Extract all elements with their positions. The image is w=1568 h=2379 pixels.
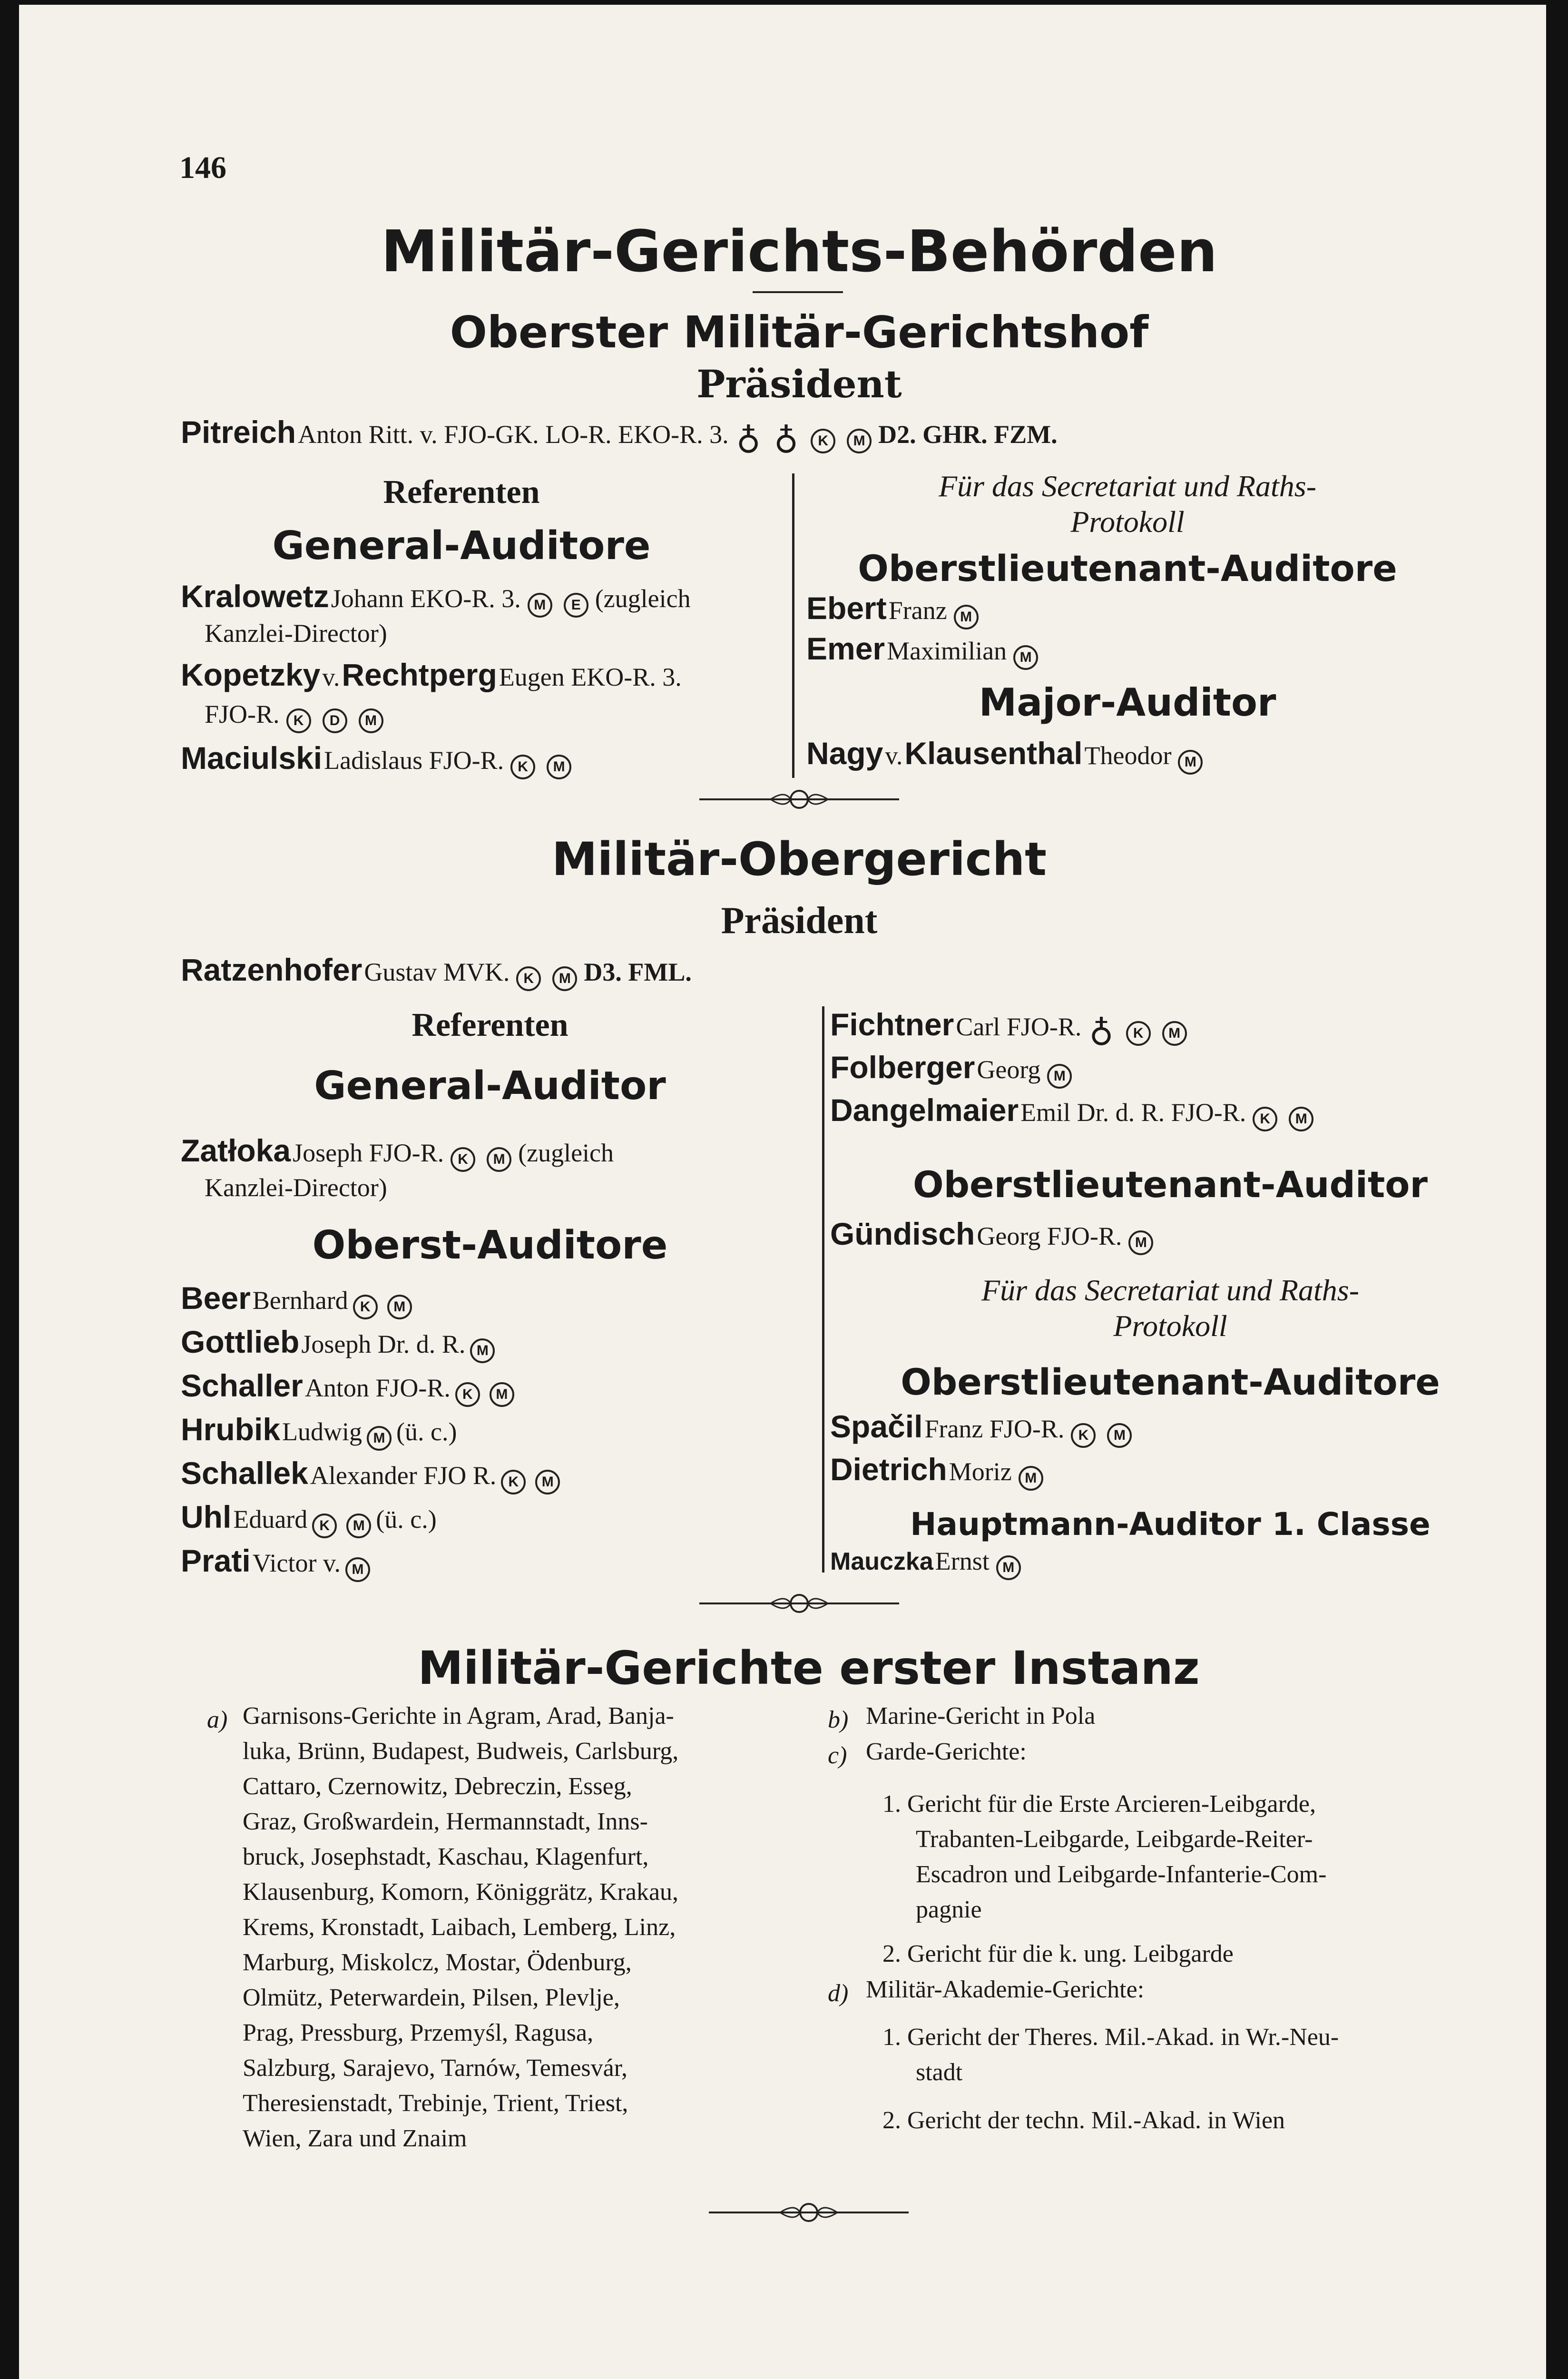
entry-name: Nagy — [806, 736, 883, 771]
m-badge-icon: M — [535, 1470, 560, 1494]
entry-details: Joseph FJO-R. — [293, 1139, 444, 1167]
s3-marker-a: a) — [207, 1706, 228, 1733]
ornament-divider-icon — [699, 1589, 899, 1618]
entry-name: Prati — [181, 1543, 251, 1578]
m-badge-icon: M — [1019, 1466, 1043, 1491]
s1-entry-emer — [806, 630, 1043, 670]
entry-details: Anton FJO-R. — [304, 1374, 451, 1402]
entry-name: Folberger — [830, 1050, 975, 1085]
garrison-line: Krems, Kronstadt, Laibach, Lemberg, Linz, — [243, 1914, 676, 1941]
page-title: Militär-Gerichts-Behörden — [381, 219, 1218, 285]
entry-details: Ernst — [935, 1547, 990, 1575]
s1-rank-major: Major-Auditor — [979, 680, 1276, 725]
m-badge-icon: M — [1178, 750, 1203, 775]
m-badge-icon: M — [847, 429, 872, 453]
entry-mid: v. — [322, 663, 340, 691]
entry-tail: (ü. c.) — [376, 1505, 437, 1534]
entry-name: Hrubik — [181, 1412, 281, 1447]
oberst-entry-row — [181, 1280, 417, 1319]
s2-entry-dangelmaier — [830, 1092, 1318, 1131]
garrison-line: bruck, Josephstadt, Kaschau, Klagenfurt, — [243, 1843, 649, 1870]
s3-marker-d: d) — [828, 1980, 849, 2007]
m-badge-icon: M — [1013, 645, 1038, 670]
garrison-line: Graz, Großwardein, Hermannstadt, Inns- — [243, 1808, 648, 1835]
entry-details: Joseph Dr. d. R. — [301, 1330, 466, 1358]
oberst-entry-row — [181, 1455, 565, 1494]
k-badge-icon: K — [1071, 1423, 1096, 1448]
k-badge-icon: K — [1126, 1021, 1151, 1046]
e-badge-icon: E — [564, 593, 588, 618]
s1-column-divider — [792, 473, 794, 778]
s1-rank-oberstlt: Oberstlieutenant-Auditore — [858, 547, 1397, 590]
entry-name: Ebert — [806, 590, 887, 626]
s2-entry-mauczka — [830, 1546, 1026, 1580]
entry-mid: v. — [885, 741, 903, 770]
s2-entry-spacil — [830, 1408, 1137, 1448]
garrison-line: Olmütz, Peterwardein, Pilsen, Plevlje, — [243, 1984, 620, 2011]
garrison-line: Klausenburg, Komorn, Königgrätz, Krakau, — [243, 1878, 679, 1906]
entry-name: Mauczka — [830, 1548, 933, 1575]
k-badge-icon: K — [312, 1514, 337, 1538]
k-badge-icon: K — [1253, 1107, 1277, 1131]
m-badge-icon: M — [367, 1426, 392, 1451]
m-badge-icon: M — [490, 1382, 514, 1407]
garrison-line: Garnisons-Gerichte in Agram, Arad, Banja- — [243, 1702, 674, 1730]
k-badge-icon: K — [510, 755, 535, 779]
garrison-line: luka, Brünn, Budapest, Budweis, Carlsburg, — [243, 1738, 679, 1765]
k-badge-icon: K — [516, 966, 541, 991]
entry-name: Dietrich — [830, 1452, 947, 1487]
m-badge-icon: M — [487, 1147, 511, 1172]
d1-line: 1. Gericht der Theres. Mil.-Akad. in Wr.-Neu- — [882, 2024, 1339, 2051]
entry-details: Victor v. — [252, 1549, 341, 1577]
m-badge-icon: M — [996, 1555, 1021, 1580]
d1-line: stadt — [916, 2059, 963, 2086]
section1-president-label: Präsident — [696, 362, 902, 406]
entry-name: Schaller — [181, 1368, 303, 1403]
s3-c-text: Garde-Gerichte: — [866, 1738, 1027, 1765]
s2-secretariat-line1: Für das Secretariat und Raths- — [981, 1273, 1359, 1307]
section2-heading: Militär-Obergericht — [551, 833, 1047, 886]
m-badge-icon: M — [345, 1557, 370, 1582]
entry-details: Moriz — [949, 1457, 1012, 1486]
s2-rank-oberstlt1: Oberstlieutenant-Auditor — [913, 1163, 1428, 1206]
section1-president-line — [181, 414, 1058, 461]
section2-president-label: Präsident — [721, 900, 878, 942]
s1-referenten: Referenten — [383, 474, 540, 511]
ornament-divider-icon — [699, 785, 899, 814]
s2-column-divider — [822, 1006, 824, 1573]
s1-secretariat-line2: Protokoll — [1070, 505, 1185, 539]
entry-details: Georg FJO-R. — [977, 1222, 1122, 1250]
entry-details: Ladislaus FJO-R. — [324, 746, 504, 775]
s2-rank-oberstlt2: Oberstlieutenant-Auditore — [901, 1361, 1440, 1403]
s2-entry-guendisch — [830, 1216, 1158, 1255]
entry-name: Kralowetz — [181, 579, 329, 614]
s1-entry-kralowetz — [181, 578, 691, 618]
entry-details: Ludwig — [282, 1417, 363, 1446]
s1-entry-maciulski — [181, 740, 576, 779]
garrison-line: Prag, Pressburg, Przemyśl, Ragusa, — [243, 2019, 594, 2046]
k-badge-icon: K — [451, 1147, 475, 1172]
s1-secretariat-line1: Für das Secretariat und Raths- — [939, 469, 1316, 503]
entry-name: Gündisch — [830, 1216, 975, 1251]
order-medal-icon: ♁ — [774, 422, 799, 461]
s1-entry-nagy — [806, 735, 1207, 775]
garrison-line: Theresienstadt, Trebinje, Trient, Triest, — [243, 2090, 628, 2117]
entry-name: Spačil — [830, 1409, 923, 1444]
entry-name: Schallek — [181, 1455, 308, 1491]
s2-entry-zatloka-line2: Kanzlei-Director) — [205, 1173, 387, 1202]
entry-details: Carl FJO-R. — [956, 1013, 1082, 1041]
section1-heading: Oberster Militär-Gerichtshof — [450, 307, 1149, 358]
title-underline — [753, 291, 843, 293]
entry-name: Kopetzky — [181, 657, 321, 692]
s2-entry-zatloka — [181, 1132, 614, 1172]
k-badge-icon: K — [501, 1470, 526, 1494]
entry-name: Uhl — [181, 1499, 232, 1534]
m-badge-icon: M — [552, 966, 577, 991]
k-badge-icon: K — [455, 1382, 480, 1407]
entry-details-2: FJO-R. — [205, 700, 280, 728]
entry-tail: (zugleich — [595, 584, 691, 613]
m-badge-icon: M — [1128, 1230, 1153, 1255]
entry-details: Eduard — [233, 1505, 308, 1534]
entry-details: Bernhard — [252, 1286, 348, 1315]
c1-line: Escadron und Leibgarde-Infanterie-Com- — [916, 1861, 1327, 1888]
s3-b-text: Marine-Gericht in Pola — [866, 1702, 1096, 1730]
president-details: Anton Ritt. v. FJO-GK. LO-R. EKO-R. 3. — [298, 420, 729, 449]
entry-details: Georg — [977, 1055, 1041, 1084]
s1-entry-kopetzky-line2 — [205, 699, 388, 733]
s3-c2-text: 2. Gericht für die k. ung. Leibgarde — [882, 1940, 1234, 1967]
m-badge-icon: M — [954, 605, 979, 629]
entry-name2: Rechtperg — [342, 657, 497, 692]
s1-entry-ebert — [806, 590, 983, 629]
s2-entry-folberger — [830, 1049, 1077, 1089]
m-badge-icon: M — [1047, 1064, 1072, 1089]
entry-name: Dangelmaier — [830, 1092, 1019, 1128]
m-badge-icon: M — [346, 1514, 371, 1538]
m-badge-icon: M — [359, 708, 383, 733]
k-badge-icon: K — [286, 708, 311, 733]
entry-details: Johann EKO-R. 3. — [331, 584, 521, 613]
oberst-entry-row — [181, 1324, 500, 1363]
oberst-entry-row — [181, 1367, 519, 1407]
garrison-line: Wien, Zara und Znaim — [243, 2125, 467, 2152]
garrison-line: Cattaro, Czernowitz, Debreczin, Esseg, — [243, 1773, 632, 1800]
entry-name: Maciulski — [181, 740, 323, 776]
s2-secretariat-line2: Protokoll — [1113, 1309, 1227, 1343]
entry-details: Emil Dr. d. R. FJO-R. — [1020, 1098, 1246, 1127]
entry-details: Franz FJO-R. — [924, 1415, 1065, 1443]
section2-president-line — [181, 952, 692, 991]
entry-details: Eugen EKO-R. 3. — [499, 663, 682, 691]
d-badge-icon: D — [323, 708, 347, 733]
document-page — [19, 5, 1546, 2379]
president-name: Pitreich — [181, 414, 296, 450]
entry-name: Fichtner — [830, 1007, 954, 1042]
oberst-entry-row — [181, 1499, 437, 1538]
president-details: Gustav MVK. — [364, 958, 510, 986]
s3-marker-c: c) — [828, 1742, 847, 1769]
entry-details: Alexander FJO R. — [310, 1461, 497, 1490]
entry-details: Theodor — [1084, 741, 1172, 770]
m-badge-icon: M — [470, 1338, 495, 1363]
s1-entry-kralowetz-line2: Kanzlei-Director) — [205, 619, 387, 648]
k-badge-icon: K — [811, 429, 835, 453]
m-badge-icon: M — [1107, 1423, 1132, 1448]
garrison-line: Salzburg, Sarajevo, Tarnów, Temesvár, — [243, 2055, 627, 2082]
s2-rank-general: General-Auditor — [314, 1063, 666, 1109]
president-name: Ratzenhofer — [181, 952, 363, 987]
m-badge-icon: M — [528, 593, 552, 618]
entry-name2: Klausenthal — [904, 736, 1083, 771]
s1-rank-general: General-Auditore — [272, 523, 651, 569]
s2-entry-dietrich — [830, 1451, 1048, 1491]
k-badge-icon: K — [353, 1295, 378, 1319]
m-badge-icon: M — [387, 1295, 412, 1319]
page-number: 146 — [179, 150, 226, 185]
s3-d-text: Militär-Akademie-Gerichte: — [866, 1976, 1145, 2003]
c1-line: pagnie — [916, 1896, 982, 1923]
s2-rank-oberst: Oberst-Auditore — [312, 1223, 668, 1268]
s2-entry-fichtner — [830, 1006, 1192, 1053]
oberst-entry-row — [181, 1411, 457, 1451]
entry-name: Zatłoka — [181, 1133, 291, 1168]
entry-details: Maximilian — [887, 637, 1007, 665]
order-cross-icon: ♁ — [736, 422, 761, 461]
president-suffix: D2. GHR. FZM. — [878, 420, 1058, 449]
c1-line: 1. Gericht für die Erste Arcieren-Leibgarde, — [882, 1790, 1316, 1818]
s1-entry-kopetzky — [181, 657, 682, 693]
president-suffix: D3. FML. — [584, 958, 692, 986]
s2-rank-hauptmann: Hauptmann-Auditor 1. Classe — [910, 1506, 1431, 1543]
entry-tail: (ü. c.) — [396, 1417, 457, 1446]
s2-referenten: Referenten — [412, 1007, 568, 1043]
ornament-divider-icon — [709, 2198, 909, 2227]
entry-tail: (zugleich — [518, 1139, 614, 1167]
entry-name: Gottlieb — [181, 1324, 300, 1359]
m-badge-icon: M — [1289, 1107, 1313, 1131]
entry-name: Beer — [181, 1280, 251, 1316]
s3-marker-b: b) — [828, 1706, 849, 1733]
m-badge-icon: M — [1162, 1021, 1187, 1046]
entry-name: Emer — [806, 631, 885, 666]
c1-line: Trabanten-Leibgarde, Leibgarde-Reiter- — [916, 1826, 1313, 1853]
order-medal-icon: ♁ — [1089, 1014, 1114, 1053]
oberst-entry-row — [181, 1543, 375, 1582]
m-badge-icon: M — [547, 755, 571, 779]
s3-d2-text: 2. Gericht der techn. Mil.-Akad. in Wien — [882, 2107, 1285, 2134]
entry-details: Franz — [888, 596, 947, 625]
garrison-line: Marburg, Miskolcz, Mostar, Ödenburg, — [243, 1949, 632, 1976]
section3-heading: Militär-Gerichte erster Instanz — [418, 1642, 1200, 1695]
